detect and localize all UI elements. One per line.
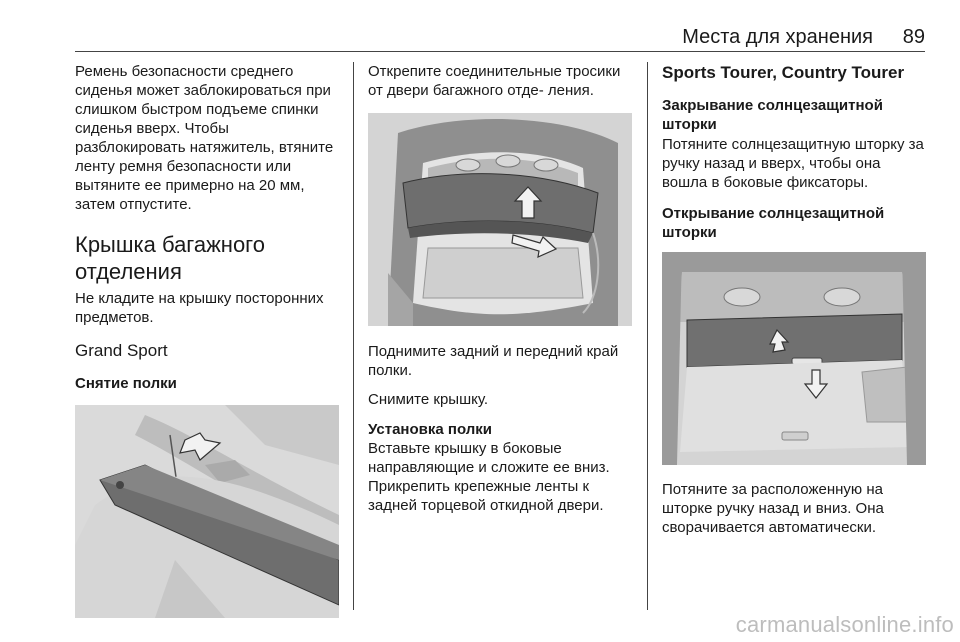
header-divider xyxy=(75,51,925,52)
page-header xyxy=(75,26,925,50)
page-title: Места для хранения xyxy=(682,26,873,48)
page-number: 89 xyxy=(902,26,925,48)
open-blind-text: Потяните за расположенную на шторке ручку назад и вниз. Она сворачивается автоматически. xyxy=(662,481,884,536)
column-3 xyxy=(662,62,926,537)
remove-cover-text: Снимите крышку. xyxy=(368,391,489,408)
watermark: carmanualsonline.info xyxy=(735,612,954,637)
section-title: Крышка багажного отделения xyxy=(75,232,265,284)
cover-warning-text: Не кладите на крышку посторонних предметов. xyxy=(75,290,324,326)
seatbelt-paragraph: Ремень безопасности среднего сиденья может заблокироваться при слишком быстром подъеме спинки сиденья вверх. Чтобы разблокировать натяжитель, втяните ленту ремня безопасности или вытяните ее примерно на 20 мм, затем отпустите. xyxy=(75,63,334,213)
lift-edges-text: Поднимите задний и передний край полки. xyxy=(368,343,619,379)
shelf-removal-illustration xyxy=(75,405,339,618)
column-2 xyxy=(368,62,634,515)
blind-illustration xyxy=(662,252,926,465)
close-blind-text: Потяните солнцезащитную шторку за ручку назад и вверх, чтобы она вошла в боковые фиксаторы. xyxy=(662,136,924,191)
install-heading: Установка полки xyxy=(368,421,492,438)
column-1 xyxy=(75,62,343,618)
column-divider xyxy=(647,62,648,610)
removal-heading: Снятие полки xyxy=(75,375,177,392)
column-divider xyxy=(353,62,354,610)
model-heading: Grand Sport xyxy=(75,341,168,360)
install-text: Вставьте крышку в боковые направляющие и сложите ее вниз. Прикрепить крепежные ленты к задней торцевой откидной двери. xyxy=(368,440,610,514)
model-heading-tourer: Sports Tourer, Country Tourer xyxy=(662,63,905,82)
open-blind-heading: Открывание солнцезащитной шторки xyxy=(662,205,885,241)
close-blind-heading: Закрывание солнцезащитной шторки xyxy=(662,97,883,133)
detach-cables-text: Открепите соединительные тросики от двери багажного отде- ления. xyxy=(368,63,621,99)
shelf-lift-illustration xyxy=(368,113,632,326)
